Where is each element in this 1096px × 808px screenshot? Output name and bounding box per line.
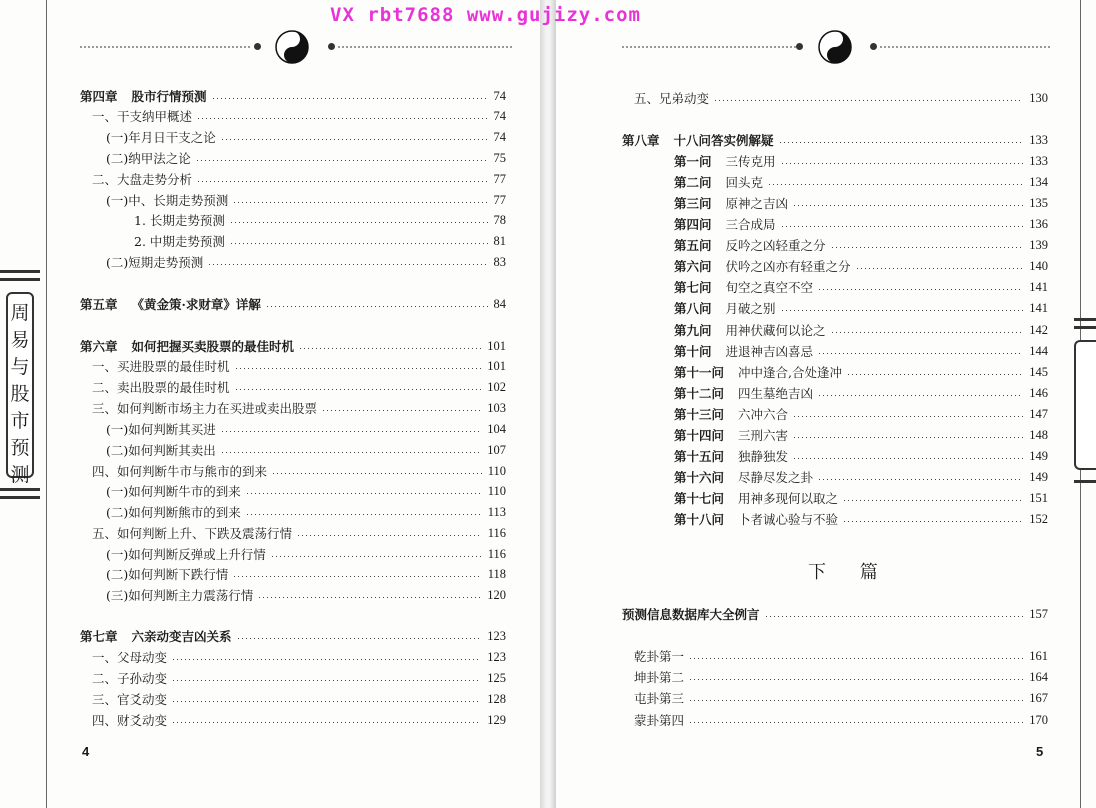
- toc-entry[interactable]: [92, 377, 506, 397]
- toc-leader-dots: [690, 722, 1023, 723]
- toc-entry-title: 六亲动变吉凶关系: [131, 629, 232, 644]
- toc-entry-title: 月破之别: [725, 301, 776, 316]
- toc-entry-title: (一)年月日干支之论: [106, 130, 216, 145]
- toc-entry-page: 110: [487, 463, 506, 478]
- header-rule-left: [80, 46, 252, 48]
- toc-entry-page: 145: [1029, 364, 1048, 379]
- toc-entry[interactable]: [674, 214, 1048, 234]
- toc-entry-title: 卜者诚心验与不验: [738, 512, 839, 527]
- toc-entry-page: 74: [493, 129, 506, 144]
- toc-leader-dots: [231, 243, 488, 244]
- toc-leader-dots: [690, 658, 1023, 659]
- toc-entry[interactable]: [634, 710, 1048, 730]
- toc-entry[interactable]: [92, 461, 506, 481]
- toc-entry-label: 第二问: [674, 175, 712, 190]
- toc-entry-title: 蒙卦第四: [634, 713, 685, 728]
- spine-bar: [0, 278, 40, 281]
- toc-entry-page: 161: [1029, 648, 1048, 663]
- toc-entry[interactable]: [106, 127, 506, 147]
- toc-entry[interactable]: [106, 252, 506, 272]
- toc-leader-dots: [848, 374, 1023, 375]
- toc-entry[interactable]: [134, 231, 506, 251]
- toc-entry-title: (三)如何判断主力震荡行情: [106, 588, 254, 603]
- toc-entry-title: 2. 中期走势预测: [134, 234, 225, 249]
- toc-entry[interactable]: [674, 298, 1048, 318]
- toc-leader-dots: [209, 264, 487, 265]
- toc-leader-dots: [247, 514, 482, 515]
- header-rule-left: [338, 46, 514, 48]
- spine-band-right: [1056, 270, 1096, 500]
- toc-entry-label: 第七问: [674, 280, 712, 295]
- toc-entry-title: 三、如何判断市场主力在买进或卖出股票: [92, 401, 318, 416]
- toc-entry-page: 116: [487, 525, 506, 540]
- toc-entry-title: 三、官爻动变: [92, 692, 168, 707]
- toc-leader-dots: [231, 222, 488, 223]
- toc-leader-dots: [173, 722, 481, 723]
- toc-entry[interactable]: [674, 362, 1048, 382]
- toc-entry-title: 二、卖出股票的最佳时机: [92, 380, 230, 395]
- toc-entry-page: 147: [1029, 406, 1048, 421]
- toc-leader-dots: [173, 680, 481, 681]
- toc-entry-label: 第八问: [674, 301, 712, 316]
- toc-entry-title: 股市行情预测: [131, 89, 207, 104]
- toc-entry[interactable]: [674, 446, 1048, 466]
- toc-entry-label: 第六章: [80, 339, 118, 354]
- toc-entry-title: 预测信息数据库大全例言: [622, 607, 760, 622]
- toc-leader-dots: [844, 521, 1023, 522]
- toc-leader-dots: [222, 139, 488, 140]
- toc-entry-page: 116: [487, 546, 506, 561]
- toc-entry[interactable]: [674, 277, 1048, 297]
- toc-entry-title: 如何把握买卖股票的最佳时机: [131, 339, 295, 354]
- toc-entry[interactable]: [92, 106, 506, 126]
- toc-leader-dots: [236, 368, 482, 369]
- header-dot: [328, 43, 335, 50]
- toc-entry[interactable]: [106, 419, 506, 439]
- toc-entry-title: (二)如何判断熊市的到来: [106, 505, 241, 520]
- toc-entry-page: 141: [1029, 279, 1048, 294]
- toc-entry[interactable]: [80, 294, 506, 314]
- toc-leader-dots: [782, 163, 1024, 164]
- toc-entry-page: 74: [493, 108, 506, 123]
- toc-entry[interactable]: [80, 336, 506, 356]
- toc-entry[interactable]: [92, 356, 506, 376]
- toc-entry[interactable]: [134, 210, 506, 230]
- toc-leader-dots: [323, 410, 481, 411]
- toc-entry-title: 一、干支纳甲概述: [92, 109, 193, 124]
- toc-entry-title: 回头克: [725, 175, 764, 190]
- toc-entry-page: 125: [487, 670, 506, 685]
- toc-entry-page: 113: [487, 504, 506, 519]
- toc-entry-page: 101: [487, 338, 506, 353]
- toc-entry[interactable]: [674, 383, 1048, 403]
- spine-bar: [0, 270, 40, 273]
- toc-entry-page: 83: [493, 254, 506, 269]
- toc-leader-dots: [832, 332, 1024, 333]
- toc-entry[interactable]: [634, 646, 1048, 666]
- toc-entry-title: 四生墓绝吉凶: [738, 386, 814, 401]
- toc-entry-page: 120: [487, 587, 506, 602]
- toc-entry-page: 103: [487, 400, 506, 415]
- toc-entry-label: 第五问: [674, 238, 712, 253]
- toc-leader-dots: [794, 205, 1023, 206]
- toc-entry-label: 第六问: [674, 259, 712, 274]
- toc-entry-title: (二)纳甲法之论: [106, 151, 191, 166]
- toc-entry[interactable]: [92, 398, 506, 418]
- book-gutter: [540, 0, 556, 808]
- part-title: 下 篇: [808, 562, 892, 583]
- toc-entry-page: 118: [487, 566, 506, 581]
- spine-band-left: [0, 270, 40, 500]
- toc-entry-label: 第十六问: [674, 470, 725, 485]
- toc-entry[interactable]: [634, 688, 1048, 708]
- toc-entry-title: 反吟之凶轻重之分: [725, 238, 826, 253]
- spine-title: [6, 292, 34, 486]
- toc-leader-dots: [300, 348, 481, 349]
- toc-entry-title: 独静独发: [738, 449, 789, 464]
- toc-entry[interactable]: [106, 585, 506, 605]
- toc-entry-title: (二)如何判断下跌行情: [106, 567, 229, 582]
- toc-entry-page: 142: [1029, 322, 1048, 337]
- toc-leader-dots: [173, 659, 481, 660]
- toc-entry-title: (一)如何判断其买进: [106, 422, 216, 437]
- toc-leader-dots: [690, 700, 1023, 701]
- spine-char: 预: [10, 437, 30, 459]
- toc-entry-title: 《黄金策·求财章》详解: [131, 297, 261, 312]
- toc-leader-dots: [794, 437, 1023, 438]
- toc-entry-title: 伏吟之凶亦有轻重之分: [725, 259, 851, 274]
- toc-entry[interactable]: [80, 626, 506, 646]
- toc-leader-dots: [267, 306, 488, 307]
- header-dot: [870, 43, 877, 50]
- toc-leader-dots: [780, 142, 1024, 143]
- toc-entry-page: 144: [1029, 343, 1048, 358]
- toc-leader-dots: [222, 452, 481, 453]
- spine-bar: [1074, 480, 1096, 483]
- toc-leader-dots: [690, 679, 1023, 680]
- toc-entry-title: 三传克用: [725, 154, 776, 169]
- toc-entry-page: 164: [1029, 669, 1048, 684]
- watermark-text: VX rbt7688 www.gujizy.com: [330, 4, 641, 26]
- toc-entry-page: 149: [1029, 469, 1048, 484]
- taiji-icon: [275, 30, 309, 64]
- toc-entry-title: 进退神吉凶喜忌: [725, 344, 814, 359]
- toc-entry-title: 冲中逢合,合处逢冲: [738, 365, 842, 380]
- toc-entry-title: 用神多现何以取之: [738, 491, 839, 506]
- toc-entry-title: 六冲六合: [738, 407, 789, 422]
- toc-leader-dots: [238, 638, 482, 639]
- toc-entry[interactable]: [674, 172, 1048, 192]
- toc-entry[interactable]: [622, 130, 1048, 150]
- toc-entry-page: 134: [1029, 174, 1048, 189]
- toc-entry-title: 一、买进股票的最佳时机: [92, 359, 230, 374]
- toc-entry-title: 五、如何判断上升、下跌及震荡行情: [92, 526, 293, 541]
- toc-entry[interactable]: [92, 710, 506, 730]
- toc-entry-title: (二)如何判断其卖出: [106, 443, 216, 458]
- toc-entry-page: 75: [493, 150, 506, 165]
- toc-entry-page: 149: [1029, 448, 1048, 463]
- toc-entry-label: 第十七问: [674, 491, 725, 506]
- toc-leader-dots: [819, 395, 1023, 396]
- toc-entry-page: 141: [1029, 300, 1048, 315]
- spine-edge: [1074, 340, 1096, 470]
- toc-entry-page: 107: [487, 442, 506, 457]
- toc-entry[interactable]: [674, 404, 1048, 424]
- toc-entry-page: 136: [1029, 216, 1048, 231]
- toc-leader-dots: [197, 160, 488, 161]
- toc-entry-label: 第五章: [80, 297, 118, 312]
- toc-entry-page: 135: [1029, 195, 1048, 210]
- toc-entry-title: (一)如何判断牛市的到来: [106, 484, 241, 499]
- toc-leader-dots: [259, 597, 481, 598]
- toc-entry[interactable]: [674, 488, 1048, 508]
- spine-char: 与: [10, 356, 30, 378]
- toc-entry-page: 77: [493, 192, 506, 207]
- page-border-line: [46, 0, 47, 808]
- toc-entry[interactable]: [674, 509, 1048, 529]
- toc-leader-dots: [234, 576, 481, 577]
- toc-entry-page: 139: [1029, 237, 1048, 252]
- toc-entry-title: 三刑六害: [738, 428, 789, 443]
- toc-entry-page: 81: [493, 233, 506, 248]
- toc-entry[interactable]: [622, 604, 1048, 624]
- toc-entry-label: 第九问: [674, 323, 712, 338]
- toc-entry[interactable]: [634, 667, 1048, 687]
- toc-entry[interactable]: [92, 647, 506, 667]
- toc-entry-label: 第七章: [80, 629, 118, 644]
- toc-entry-label: 第八章: [622, 133, 660, 148]
- toc-entry[interactable]: [92, 523, 506, 543]
- toc-leader-dots: [222, 431, 481, 432]
- toc-entry-page: 78: [493, 212, 506, 227]
- toc-entry-label: 第十三问: [674, 407, 725, 422]
- toc-entry-title: 三合成局: [725, 217, 776, 232]
- spine-char: 测: [10, 464, 30, 486]
- toc-entry[interactable]: [92, 668, 506, 688]
- toc-leader-dots: [819, 479, 1023, 480]
- toc-leader-dots: [272, 556, 482, 557]
- toc-entry[interactable]: [674, 425, 1048, 445]
- toc-entry[interactable]: [674, 467, 1048, 487]
- toc-entry-title: 旬空之真空不空: [725, 280, 814, 295]
- toc-entry-page: 151: [1029, 490, 1048, 505]
- toc-entry-label: 第一问: [674, 154, 712, 169]
- toc-entry-label: 第三问: [674, 196, 712, 211]
- toc-entry-page: 128: [487, 691, 506, 706]
- toc-leader-dots: [819, 353, 1023, 354]
- toc-entry-title: 屯卦第三: [634, 691, 685, 706]
- toc-leader-dots: [213, 98, 488, 99]
- toc-entry[interactable]: [106, 544, 506, 564]
- spine-bar: [0, 496, 40, 499]
- toc-entry[interactable]: [674, 256, 1048, 276]
- toc-entry-title: (二)短期走势预测: [106, 255, 204, 270]
- toc-entry[interactable]: [106, 481, 506, 501]
- spine-bar: [1074, 318, 1096, 321]
- toc-leader-dots: [794, 458, 1023, 459]
- toc-entry-page: 84: [493, 296, 506, 311]
- toc-entry-label: 第十问: [674, 344, 712, 359]
- toc-entry-label: 第四问: [674, 217, 712, 232]
- toc-entry-label: 第四章: [80, 89, 118, 104]
- toc-entry-page: 170: [1029, 712, 1048, 727]
- toc-entry[interactable]: [674, 193, 1048, 213]
- toc-entry-title: 二、子孙动变: [92, 671, 168, 686]
- toc-entry-page: 167: [1029, 690, 1048, 705]
- toc-entry-label: 第十八问: [674, 512, 725, 527]
- toc-entry[interactable]: [106, 148, 506, 168]
- toc-entry-page: 129: [487, 712, 506, 727]
- toc-entry-label: 第十四问: [674, 428, 725, 443]
- toc-entry-page: 130: [1029, 90, 1048, 105]
- toc-entry-page: 148: [1029, 427, 1048, 442]
- spine-char: 股: [10, 383, 30, 405]
- toc-entry-page: 123: [487, 649, 506, 664]
- toc-entry-page: 110: [487, 483, 506, 498]
- toc-entry-title: 二、大盘走势分析: [92, 172, 193, 187]
- taiji-icon: [818, 30, 852, 64]
- toc-entry-title: 十八问答实例解疑: [673, 133, 774, 148]
- toc-leader-dots: [173, 701, 481, 702]
- toc-entry-title: 尽静尽发之卦: [738, 470, 814, 485]
- toc-entry-page: 133: [1029, 153, 1048, 168]
- header-dot: [796, 43, 803, 50]
- toc-entry-page: 77: [493, 171, 506, 186]
- toc-leader-dots: [198, 118, 487, 119]
- toc-entry-title: 坤卦第二: [634, 670, 685, 685]
- toc-entry-page: 104: [487, 421, 506, 436]
- toc-entry[interactable]: [674, 235, 1048, 255]
- toc-entry-title: 1. 长期走势预测: [134, 213, 225, 228]
- toc-leader-dots: [769, 184, 1023, 185]
- spine-bar: [1074, 326, 1096, 329]
- toc-leader-dots: [857, 268, 1024, 269]
- toc-entry-label: 第十一问: [674, 365, 725, 380]
- toc-entry[interactable]: [92, 169, 506, 189]
- toc-entry-label: 第十五问: [674, 449, 725, 464]
- toc-entry[interactable]: [106, 502, 506, 522]
- toc-entry[interactable]: [674, 151, 1048, 171]
- toc-entry-page: 157: [1029, 606, 1048, 621]
- toc-entry-page: 123: [487, 628, 506, 643]
- toc-entry-page: 101: [487, 358, 506, 373]
- toc-leader-dots: [819, 289, 1023, 290]
- header-dot: [254, 43, 261, 50]
- toc-entry-title: (一)中、长期走势预测: [106, 193, 229, 208]
- page-number-left: 4: [82, 744, 90, 759]
- toc-entry-label: 第十二问: [674, 386, 725, 401]
- toc-entry-title: (一)如何判断反弹或上升行情: [106, 547, 266, 562]
- toc-entry-title: 五、兄弟动变: [634, 91, 710, 106]
- header-rule-right: [880, 46, 1050, 48]
- toc-entry[interactable]: [674, 320, 1048, 340]
- spine-bar: [0, 488, 40, 491]
- toc-leader-dots: [198, 181, 487, 182]
- toc-entry-page: 152: [1029, 511, 1048, 526]
- toc-leader-dots: [236, 389, 482, 390]
- toc-leader-dots: [782, 226, 1024, 227]
- toc-leader-dots: [782, 310, 1024, 311]
- toc-leader-dots: [298, 535, 482, 536]
- toc-entry[interactable]: [106, 564, 506, 584]
- toc-leader-dots: [234, 202, 487, 203]
- header-rule-right: [622, 46, 798, 48]
- toc-entry[interactable]: [80, 86, 506, 106]
- toc-entry-title: 四、财爻动变: [92, 713, 168, 728]
- toc-entry[interactable]: [674, 341, 1048, 361]
- toc-entry-title: 原神之吉凶: [725, 196, 789, 211]
- toc-leader-dots: [794, 416, 1023, 417]
- spine-char: 易: [10, 329, 30, 351]
- toc-entry-page: 102: [487, 379, 506, 394]
- toc-entry-title: 用神伏藏何以论之: [725, 323, 826, 338]
- toc-entry-page: 133: [1029, 132, 1048, 147]
- toc-leader-dots: [844, 500, 1023, 501]
- toc-entry-page: 140: [1029, 258, 1048, 273]
- toc-leader-dots: [766, 616, 1024, 617]
- toc-leader-dots: [247, 493, 482, 494]
- toc-leader-dots: [832, 247, 1024, 248]
- toc-entry-title: 一、父母动变: [92, 650, 168, 665]
- toc-entry[interactable]: [634, 88, 1048, 108]
- toc-entry-page: 74: [493, 88, 506, 103]
- toc-entry[interactable]: [92, 689, 506, 709]
- spine-char: 周: [10, 302, 30, 324]
- toc-entry[interactable]: [106, 440, 506, 460]
- toc-leader-dots: [273, 473, 482, 474]
- toc-leader-dots: [715, 100, 1023, 101]
- page-number-right: 5: [1036, 744, 1044, 759]
- spine-char: 市: [10, 410, 30, 432]
- toc-entry[interactable]: [106, 190, 506, 210]
- toc-entry-title: 四、如何判断牛市与熊市的到来: [92, 464, 268, 479]
- toc-entry-title: 乾卦第一: [634, 649, 685, 664]
- toc-entry-page: 146: [1029, 385, 1048, 400]
